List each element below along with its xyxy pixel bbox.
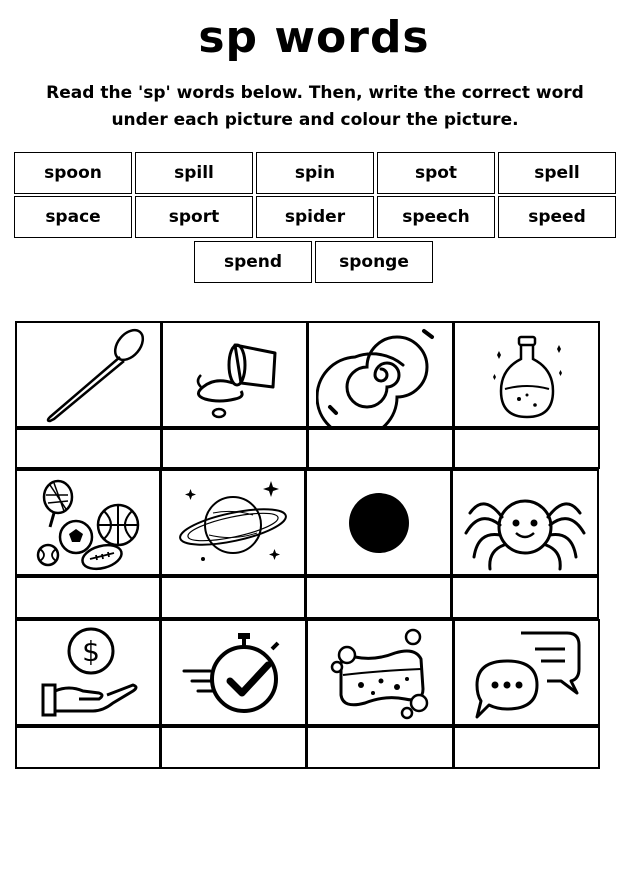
word-spin: spin xyxy=(256,152,374,194)
picture-cell-spot xyxy=(305,469,452,576)
sports-balls-icon xyxy=(28,473,148,573)
picture-cell-space xyxy=(160,469,306,576)
answer-box[interactable] xyxy=(15,726,161,769)
word-sport: sport xyxy=(135,196,253,238)
svg-text:$: $ xyxy=(82,634,100,668)
answer-box[interactable] xyxy=(160,576,306,619)
word-spider: spider xyxy=(256,196,374,238)
spider-icon xyxy=(460,473,590,573)
fast-timer-icon xyxy=(174,623,294,723)
picture-cell-sport xyxy=(15,469,161,576)
spilled-cup-icon xyxy=(175,325,295,425)
speech-bubbles-icon xyxy=(467,623,587,723)
money-hand-icon xyxy=(33,623,143,723)
picture-cell-spin xyxy=(307,321,454,428)
picture-cell-speed xyxy=(160,619,307,726)
instructions-line-2: under each picture and colour the picture. xyxy=(111,110,519,130)
potion-bottle-icon xyxy=(477,325,577,425)
spiral-icon xyxy=(316,323,446,427)
spoon-icon xyxy=(24,325,154,425)
word-spell: spell xyxy=(498,152,616,194)
picture-cell-spill xyxy=(161,321,308,428)
word-speed: speed xyxy=(498,196,616,238)
answer-box[interactable] xyxy=(453,428,600,469)
picture-cell-spend xyxy=(15,619,161,726)
answer-box[interactable] xyxy=(160,726,307,769)
picture-cell-speech xyxy=(453,619,600,726)
answer-box[interactable] xyxy=(451,576,599,619)
answer-box[interactable] xyxy=(453,726,600,769)
picture-cell-spell xyxy=(453,321,600,428)
instructions-line-1: Read the 'sp' words below. Then, write the correct word xyxy=(46,83,584,103)
answer-box[interactable] xyxy=(161,428,308,469)
instructions xyxy=(20,80,610,134)
sponge-icon xyxy=(325,623,435,723)
word-spot: spot xyxy=(377,152,495,194)
dot-icon xyxy=(339,483,419,563)
answer-box[interactable] xyxy=(307,428,454,469)
word-speech: speech xyxy=(377,196,495,238)
word-sponge: sponge xyxy=(315,241,433,283)
planet-icon xyxy=(173,473,293,573)
page-title: sp words xyxy=(198,12,430,63)
picture-cell-spider xyxy=(451,469,599,576)
picture-cell-sponge xyxy=(306,619,454,726)
word-space: space xyxy=(14,196,132,238)
answer-box[interactable] xyxy=(306,726,454,769)
answer-box[interactable] xyxy=(15,576,161,619)
word-spoon: spoon xyxy=(14,152,132,194)
word-spend: spend xyxy=(194,241,312,283)
answer-box[interactable] xyxy=(15,428,162,469)
picture-cell-spoon xyxy=(15,321,162,428)
answer-box[interactable] xyxy=(305,576,452,619)
word-spill: spill xyxy=(135,152,253,194)
